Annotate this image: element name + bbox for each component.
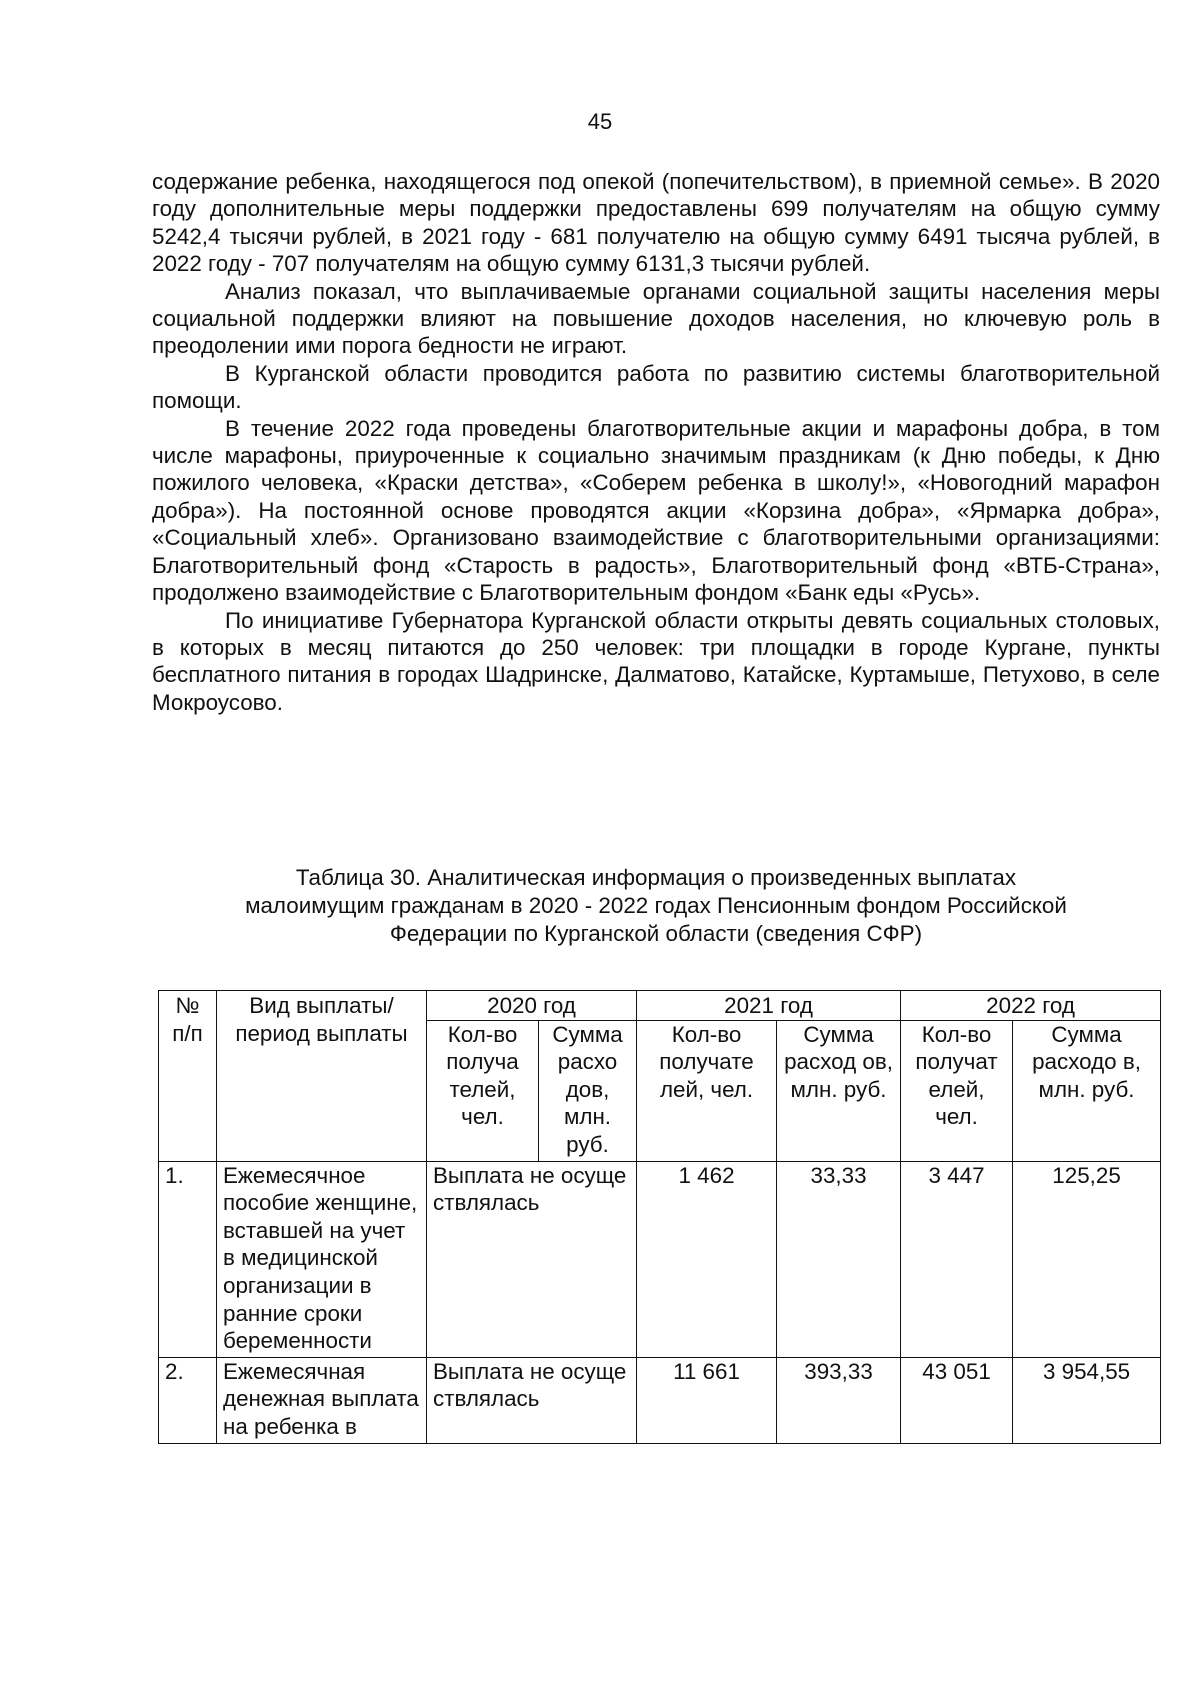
header-sum-2022: Сумма расходо в, млн. руб. <box>1013 1020 1161 1161</box>
caption-line-2: малоимущим гражданам в 2020 - 2022 годах Пенсионным фондом Российской <box>245 893 1067 918</box>
paragraph-5: По инициативе Губернатора Курганской области открыты девять социальных столовых, в которых в месяц питаются до 250 человек: три площадки в городе Кургане, пункты бесплатного питания в городах Шадринске, Далматово, Катайске, Куртамыше, Петухово, в селе Мокроусово. <box>152 607 1160 715</box>
paragraph-1: содержание ребенка, находящегося под опекой (попечительством), в приемной семье». В 2020 году дополнительные меры поддержки предоставлены 699 получателям на общую сумму 5242,4 тысячи рублей, в 2021 году - 681 получателю на общую сумму 6491 тысяча рублей, в 2022 году - 707 получателям на общую сумму 6131,3 тысячи рублей. <box>152 169 1160 277</box>
row-count-2021: 1 462 <box>637 1161 777 1357</box>
row-type: Ежемесячная денежная выплата на ребенка в <box>217 1357 427 1443</box>
header-count-2021: Кол-во получате лей, чел. <box>637 1020 777 1161</box>
header-year-2020: 2020 год <box>427 991 637 1021</box>
header-type: Вид выплаты/ период выплаты <box>217 991 427 1162</box>
header-count-2020: Кол-во получа телей, чел. <box>427 1020 539 1161</box>
paragraph-4: В течение 2022 года проведены благотворительные акции и марафоны добра, в том числе марафоны, приуроченные к социально значимым праздникам (к Дню победы, к Дню пожилого человека, «Краски детства», «Соберем ребенка в школу!», «Новогодний марафон добра»). На постоянной основе проводятся акции «Корзина добра», «Ярмарка добра», «Социальный хлеб». Организовано взаимодействие с благотворительными организациями: Благотворительный фонд «Старость в радость», Благотворительный фонд «ВТБ-Страна», продолжено взаимодействие с Благотворительным фондом «Банк еды «Русь». <box>152 415 1160 606</box>
row-count-2022: 3 447 <box>901 1161 1013 1357</box>
table-row <box>159 1161 1161 1357</box>
row-num: 2. <box>159 1357 217 1443</box>
page-number: 45 <box>587 109 613 134</box>
row-sum-2022: 3 954,55 <box>1013 1357 1161 1443</box>
table-caption <box>152 864 1160 948</box>
payments-table <box>158 990 1161 1444</box>
row-count-2022: 43 051 <box>901 1357 1013 1443</box>
row-num: 1. <box>159 1161 217 1357</box>
row-2020-status: Выплата не осуществлялась <box>427 1357 637 1443</box>
header-year-2022: 2022 год <box>901 991 1161 1021</box>
caption-line-3: Федерации по Курганской области (сведения СФР) <box>389 921 923 946</box>
paragraph-2: Анализ показал, что выплачиваемые органами социальной защиты населения меры социальной поддержки влияют на повышение доходов населения, но ключевую роль в преодолении ими порога бедности не играют. <box>152 278 1160 359</box>
paragraph-3: В Курганской области проводится работа по развитию системы благотворительной помощи. <box>152 360 1160 414</box>
header-year-2021: 2021 год <box>637 991 901 1021</box>
caption-line-1: Таблица 30. Аналитическая информация о произведенных выплатах <box>295 865 1017 890</box>
header-sum-2021: Сумма расход ов, млн. руб. <box>777 1020 901 1161</box>
row-count-2021: 11 661 <box>637 1357 777 1443</box>
row-type: Ежемесячное пособие женщине, вставшей на учет в медицинской организации в ранние сроки беременности <box>217 1161 427 1357</box>
row-sum-2021: 393,33 <box>777 1357 901 1443</box>
payments-table-wrap <box>158 990 1160 1444</box>
header-num: № п/п <box>159 991 217 1162</box>
row-sum-2022: 125,25 <box>1013 1161 1161 1357</box>
table-row <box>159 1357 1161 1443</box>
header-count-2022: Кол-во получат елей, чел. <box>901 1020 1013 1161</box>
header-row-years <box>159 991 1161 1021</box>
row-sum-2021: 33,33 <box>777 1161 901 1357</box>
row-2020-status: Выплата не осуществлялась <box>427 1161 637 1357</box>
body-text <box>152 168 1160 716</box>
header-sum-2020: Сумма расхо дов, млн. руб. <box>539 1020 637 1161</box>
